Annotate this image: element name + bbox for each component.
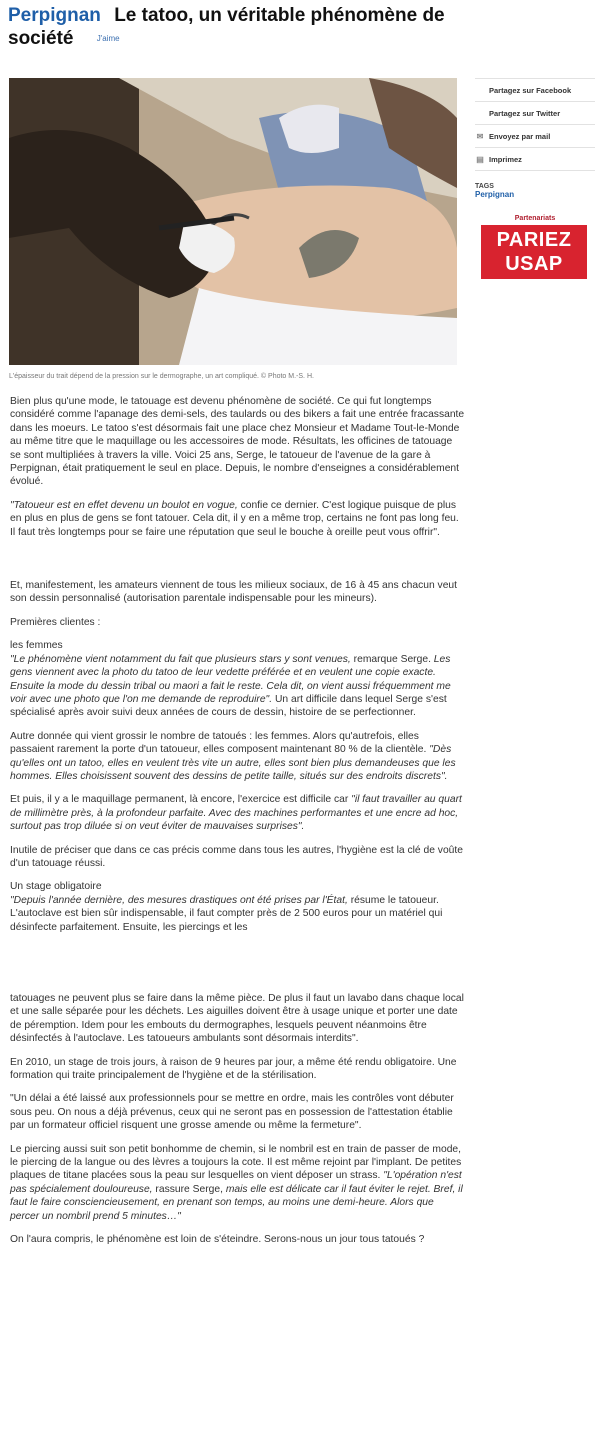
share-sidebar (475, 78, 595, 279)
body-text: confie ce dernier. C'est logique puisque de plus en plus en plus de gens se font tatouer. Cela dit, il y en a même trop, certains ne font pas long feu. Il faut très longtemps pour se faire une réputation que seul le bouche à oreille peut vous offrir". (10, 499, 459, 538)
quote-text: "Dès qu'elles ont un tatoo, elles en veulent très vite un autre, elles sont bien plus demandeuses que les hommes. Elles choisissent souvent des dessins de petite taille, situés sur des endroits discrets". (10, 744, 456, 782)
article-body (10, 395, 465, 1257)
mail-icon: ✉ (476, 131, 484, 141)
body-text: Autre donnée qui vient grossir le nombre de tatoués : les femmes. Alors qu'autrefois, elles passaient rarement la porte d'un tatoueur, elles composent maintenant 80 % de la clientèle. (10, 730, 430, 756)
paragraph: tatouages ne peuvent plus se faire dans la même pièce. De plus il faut un lavabo dans chaque local et une salle séparée pour les déchets. Les aiguilles doivent être à usage unique et porter une date de péremption. Idem pour les embouts du dermographes, lesquels peuvent néanmoins être désinfectés à l'autoclave. Les tatoueurs ambulants sont désormais interdits". (10, 993, 464, 1045)
pariez-usap-ad[interactable] (481, 225, 587, 279)
paragraph (10, 499, 465, 539)
paragraph (10, 1143, 465, 1223)
quote-text: Les gens viennent avec la photo du tatoo de leur vedette préférée et en veulent une copie exacte. Ensuite la mode du dessin tribal ou maori a fait le reste. Cela dit, on vient aussi fréquemment me voir avec une photo que l'on me demande de reproduire". (10, 653, 451, 705)
photo-caption: L'épaisseur du trait dépend de la pression sur le dermographe, un art compliqué. © Photo M.-S. H. (9, 373, 314, 380)
body-text: Un art difficile dans lequel Serge s'est spécialisé après avoir suivi deux années de cours de dessin, histoire de se perfectionner. (10, 693, 447, 719)
body-text: Le piercing aussi suit son petit bonhomme de chemin, si le nombril est en train de passer de mode, le piercing de la langue ou des lèvres a toujours la cote. Il est même rejoint par l'implant. De petites plaques de titane placées sous la peau sur lesquelles on vient déposer un strass. (10, 1143, 462, 1182)
quote-text: "Le phénomène vient notamment du fait que plusieurs stars y sont venues, (10, 653, 351, 665)
quote-text: mais elle est délicate car il faut éviter le rejet. Bref, il faut le faire consciencieusement, en prenant son temps, au moins une demi-heure. Alors que percer un nombril prend 5 minutes…" (10, 1183, 463, 1222)
twitter-icon (475, 109, 485, 118)
title-text-line2: société (8, 28, 74, 49)
article-title-line2 (8, 27, 598, 50)
share-twitter-link[interactable] (475, 102, 595, 125)
body-text: Et puis, il y a le maquillage permanent, là encore, l'exercice est difficile car (10, 794, 352, 806)
paragraph (10, 730, 465, 784)
section-city[interactable]: Perpignan (8, 5, 101, 26)
paragraph: Inutile de préciser que dans ce cas précis comme dans tous les autres, l'hygiène est la clé de voûte d'un tatouage réussi. (10, 844, 463, 869)
partner-label: Partenariats (514, 215, 556, 222)
body-text: remarque Serge. (350, 653, 434, 665)
paragraph: Bien plus qu'une mode, le tatouage est devenu phénomène de société. Ce qui fut longtemps considéré comme l'apanage des demi-sels, des taulards ou des bikers a fait une entrée fracassante dans les moeurs. Le tatoo s'est désormais fait une place chez Monsieur et Madame Tout-le-Monde au même titre que le maquillage ou les accessoires de mode. Résultats, les officines de tatouage se sont multipliées à travers la ville. Voici 25 ans, Serge, le tatoueur de l'avenue de la gare à Perpignan, était pratiquement le seul en place. Depuis, le nombre d'enseignes a considérablement évolué. (10, 396, 465, 488)
paragraph: En 2010, un stage de trois jours, à raison de 9 heures par jour, a même été rendu obligatoire. Une formation qui traite principalement de l'hygiène et de la stérilisation. (10, 1056, 457, 1082)
tags-label: TAGS (475, 183, 494, 190)
quote-text: "il faut travailler au quart de millimètre près, à la profondeur parfaite. Avec des machines performantes et une encre ad hoc, surtout pas trop diluée si on veut éviter de mauvaises surprises". (10, 794, 462, 833)
paragraph: On l'aura compris, le phénomène est loin de s'éteindre. Serons-nous un jour tous tatoués ? (10, 1234, 425, 1246)
paragraph (10, 880, 465, 934)
tag-link-perpignan[interactable]: Perpignan (475, 190, 515, 199)
paragraph (10, 793, 465, 833)
tattoo-photo-illustration (9, 78, 457, 365)
send-mail-label: Envoyez par mail (489, 131, 551, 141)
subheading-women: les femmes (10, 640, 63, 652)
print-link[interactable] (475, 148, 595, 171)
paragraph: "Un délai a été laissé aux professionnels pour se mettre en ordre, mais les contrôles vont débuter sous peu. On nous a déjà prévenus, ceux qui ne seront pas en possession de l'attestation établie par un formateur officiel risquent une grosse amende ou même la fermeture". (10, 1093, 454, 1132)
like-button[interactable]: J'aime (96, 34, 120, 44)
print-label: Imprimez (489, 154, 522, 164)
quote-text: "Depuis l'année dernière, des mesures drastiques ont été prises par l'État, (10, 894, 348, 906)
quote-text: "Tatoueur est en effet devenu un boulot en vogue, (10, 499, 238, 511)
print-icon: ▤ (476, 154, 484, 164)
share-facebook-label: Partagez sur Facebook (489, 85, 572, 95)
share-twitter-label: Partagez sur Twitter (489, 108, 561, 118)
body-text: résume le tatoueur. L'autoclave est bien sûr indispensable, il faut compter près de 2 500 euros pour un matériel qui désinfecte parfaitement. Ensuite, les piercings et les (10, 894, 443, 933)
paragraph: Et, manifestement, les amateurs viennent de tous les milieux sociaux, de 16 à 45 ans chacun veut son dessin personnalisé (autorisation parentale indispensable pour les mineurs). (10, 580, 458, 605)
body-text: rassure Serge, (152, 1183, 226, 1195)
subheading-stage: Un stage obligatoire (10, 881, 102, 893)
facebook-icon (475, 86, 485, 95)
ad-line1: PARIEZ (496, 229, 572, 251)
send-mail-link[interactable] (475, 125, 595, 148)
article-header (8, 4, 598, 50)
paragraph (10, 639, 465, 719)
subheading: Premières clientes : (10, 616, 101, 628)
ad-line2: USAP (505, 253, 563, 275)
title-text: Le tatoo, un véritable phénomène de (114, 5, 445, 26)
share-facebook-link[interactable] (475, 78, 595, 102)
quote-text: "L'opération n'est pas spécialement douloureuse, (10, 1170, 462, 1195)
article-title (8, 4, 598, 27)
article-photo (9, 78, 457, 365)
